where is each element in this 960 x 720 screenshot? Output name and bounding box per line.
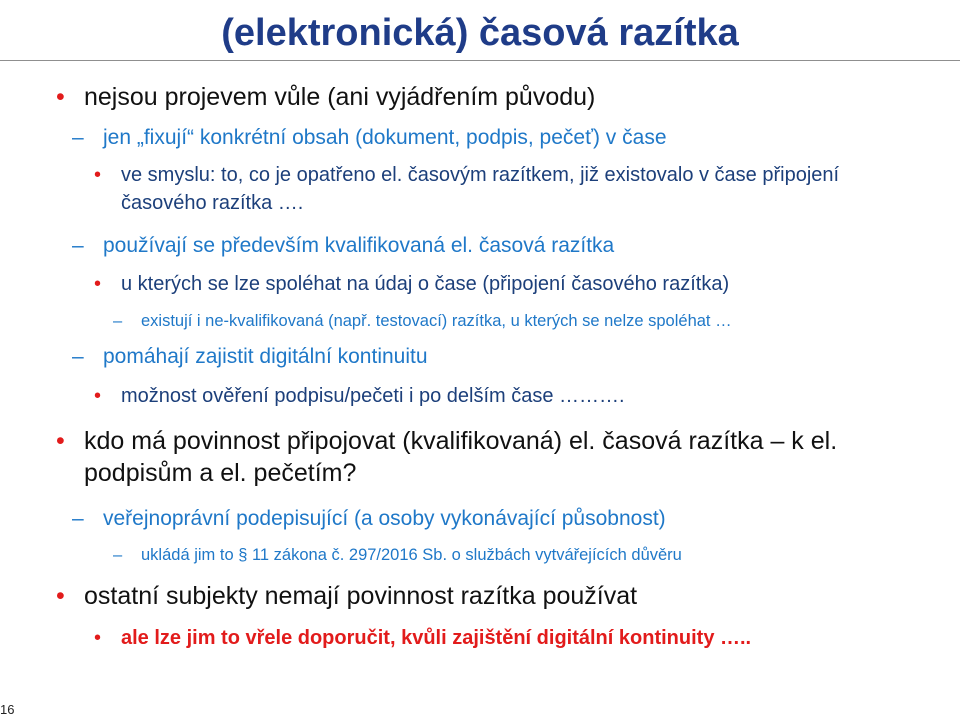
slide-number: 16 (0, 702, 15, 717)
bullet-item (72, 232, 933, 260)
bullet-dot-icon: • (56, 427, 65, 455)
bullet-item (94, 270, 931, 298)
bullet-text: pomáhají zajistit digitální kontinuitu (103, 345, 428, 368)
bullet-text: ostatní subjekty nemají povinnost razítka používat (84, 582, 638, 610)
bullet-item (56, 580, 934, 612)
bullet-item (72, 124, 933, 152)
bullet-dot-icon: • (94, 385, 102, 407)
bullet-text: používají se především kvalifikovaná el. časová razítka (103, 234, 615, 257)
bullet-dot-icon: • (56, 83, 65, 111)
bullet-text: kdo má povinnost připojovat (kvalifikovaná) el. časová razítka – k el. podpisům a el. pečetím? (84, 427, 838, 487)
bullet-item (72, 505, 933, 533)
bullet-dash-icon: – (72, 126, 84, 149)
bullet-dot-icon: • (94, 627, 102, 649)
bullet-item (113, 543, 941, 567)
bullet-dot-icon: • (94, 273, 102, 295)
bullet-text: existují i ne-kvalifikovaná (např. testovací) razítka, u kterých se nelze spoléhat … (141, 312, 732, 330)
bullet-dash-icon: – (72, 234, 84, 257)
slide-title: (elektronická) časová razítka (221, 12, 739, 54)
bullet-text: nejsou projevem vůle (ani vyjádřením původu) (84, 83, 596, 111)
bullet-dot-icon: • (56, 582, 65, 610)
bullet-item (113, 309, 941, 333)
bullet-dash-icon: – (113, 312, 123, 330)
bullet-item (72, 343, 933, 371)
bullet-text: ve smyslu: to, co je opatřeno el. časovým razítkem, již existovalo v čase připojení časového razítka …. (121, 164, 840, 214)
bullet-text: ale lze jim to vřele doporučit, kvůli zajištění digitální kontinuity ….. (121, 627, 752, 649)
bullet-item (94, 161, 911, 217)
bullet-dash-icon: – (72, 507, 84, 530)
bullet-text: ukládá jim to § 11 zákona č. 297/2016 Sb. o službách vytvářejících důvěru (141, 546, 682, 564)
bullet-item (94, 382, 931, 410)
bullet-item (56, 425, 924, 489)
bullet-text: jen „fixují“ konkrétní obsah (dokument, podpis, pečeť) v čase (103, 126, 667, 149)
bullet-dot-icon: • (94, 164, 102, 186)
bullet-dash-icon: – (72, 345, 84, 368)
bullet-text: u kterých se lze spoléhat na údaj o čase (připojení časového razítka) (121, 273, 730, 295)
bullet-item (56, 81, 934, 113)
bullet-dash-icon: – (113, 546, 123, 564)
bullet-item (94, 624, 931, 652)
bullet-text: veřejnoprávní podepisující (a osoby vykonávající působnost) (103, 507, 666, 530)
bullet-text: možnost ověření podpisu/pečeti i po delším čase ………. (121, 385, 625, 407)
